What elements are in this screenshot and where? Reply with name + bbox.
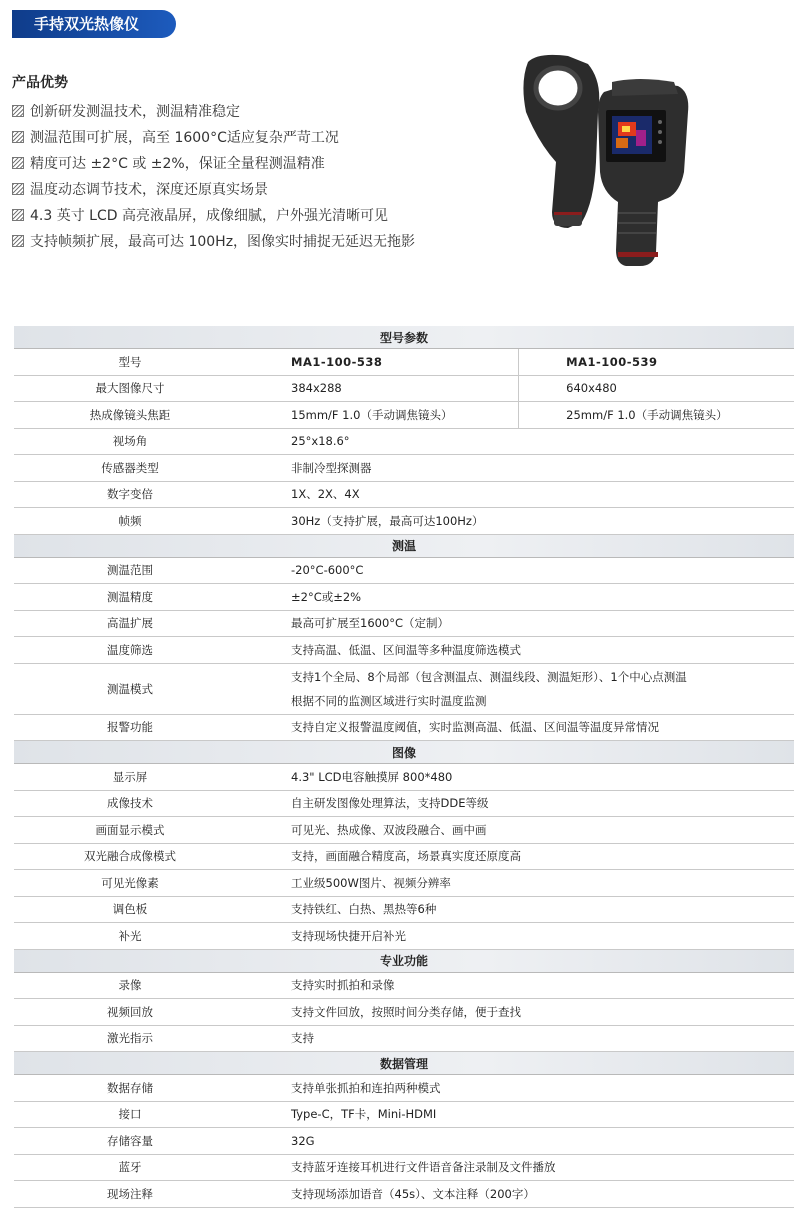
table-row: 测温范围 -20°C-600°C (14, 557, 794, 584)
feature-item: 精度可达 ±2°C 或 ±2%，保证全量程测温精准 (12, 150, 492, 176)
table-row: 最大图像尺寸 384x288 640x480 (14, 375, 794, 402)
table-row: 传感器类型 非制冷型探测器 (14, 455, 794, 482)
table-row: 高温扩展 最高可扩展至1600°C（定制） (14, 610, 794, 637)
features-section (12, 72, 492, 254)
feature-item: 4.3 英寸 LCD 高亮液晶屏，成像细腻，户外强光清晰可见 (12, 202, 492, 228)
features-heading: 产品优势 (12, 75, 68, 91)
section-header: 测温 (14, 534, 794, 557)
hatch-bullet-icon (12, 209, 24, 221)
feature-item: 温度动态调节技术，深度还原真实场景 (12, 176, 492, 202)
table-row: 激光指示 支持 (14, 1025, 794, 1052)
table-row: 蓝牙 支持蓝牙连接耳机进行文件语音备注录制及文件播放 (14, 1154, 794, 1181)
table-row: 温度筛选 支持高温、低温、区间温等多种温度筛选模式 (14, 637, 794, 664)
hatch-bullet-icon (12, 183, 24, 195)
hatch-bullet-icon (12, 105, 24, 117)
table-row: 视频回放 支持文件回放，按照时间分类存储，便于查找 (14, 999, 794, 1026)
table-row: 成像技术 自主研发图像处理算法，支持DDE等级 (14, 790, 794, 817)
table-row: 接口 Type-C，TF卡，Mini-HDMI (14, 1101, 794, 1128)
section-header: 型号参数 (14, 326, 794, 349)
feature-item: 创新研发测温技术，测温精准稳定 (12, 98, 492, 124)
table-row: 画面显示模式 可见光、热成像、双波段融合、画中画 (14, 817, 794, 844)
table-row: 显示屏 4.3" LCD电容触摸屏 800*480 (14, 764, 794, 791)
table-row: 测温精度 ±2°C或±2% (14, 584, 794, 611)
table-row: 录像 支持实时抓拍和录像 (14, 972, 794, 999)
table-row: 视场角 25°x18.6° (14, 428, 794, 455)
section-header: 专业功能 (14, 949, 794, 972)
hatch-bullet-icon (12, 131, 24, 143)
table-row: 可见光像素 工业级500W图片、视频分辨率 (14, 870, 794, 897)
table-row: 补光 支持现场快捷开启补光 (14, 923, 794, 950)
table-row: 存储容量 32G (14, 1128, 794, 1155)
table-row: 数据存储 支持单张抓拍和连拍两种模式 (14, 1075, 794, 1102)
feature-item: 测温范围可扩展，高至 1600°C适应复杂严苛工况 (12, 124, 492, 150)
mode-line-1: 支持1个全局、8个局部（包含测温点、测温线段、测温矩形）、1个中心点测温 (291, 669, 687, 684)
table-row: 报警功能 支持自定义报警温度阈值，实时监测高温、低温、区间温等温度异常情况 (14, 714, 794, 741)
mode-line-2: 根据不同的监测区域进行实时温度监测 (291, 693, 487, 708)
thermal-camera-image (508, 52, 708, 282)
feature-item: 支持帧频扩展，最高可达 100Hz，图像实时捕捉无延迟无拖影 (12, 228, 492, 254)
hatch-bullet-icon (12, 157, 24, 169)
table-row: 热成像镜头焦距 15mm/F 1.0（手动调焦镜头） 25mm/F 1.0（手动调焦镜头） (14, 402, 794, 429)
table-row: 数字变倍 1X、2X、4X (14, 481, 794, 508)
table-row: 测温模式 支持1个全局、8个局部（包含测温点、测温线段、测温矩形）、1个中心点测温 根据不同的监测区域进行实时温度监测 (14, 663, 794, 714)
section-header: 数据管理 (14, 1052, 794, 1075)
table-row: 型号 MA1-100-538 MA1-100-539 (14, 349, 794, 376)
table-row: 现场注释 支持现场添加语音（45s）、文本注释（200字） (14, 1181, 794, 1208)
spec-table (14, 326, 794, 1208)
section-header: 图像 (14, 741, 794, 764)
hatch-bullet-icon (12, 235, 24, 247)
table-row: 双光融合成像模式 支持，画面融合精度高，场景真实度还原度高 (14, 843, 794, 870)
page-title: 手持双光热像仪 (12, 10, 176, 38)
table-row: 帧频 30Hz（支持扩展，最高可达100Hz） (14, 508, 794, 535)
table-row: 调色板 支持铁红、白热、黑热等6种 (14, 896, 794, 923)
